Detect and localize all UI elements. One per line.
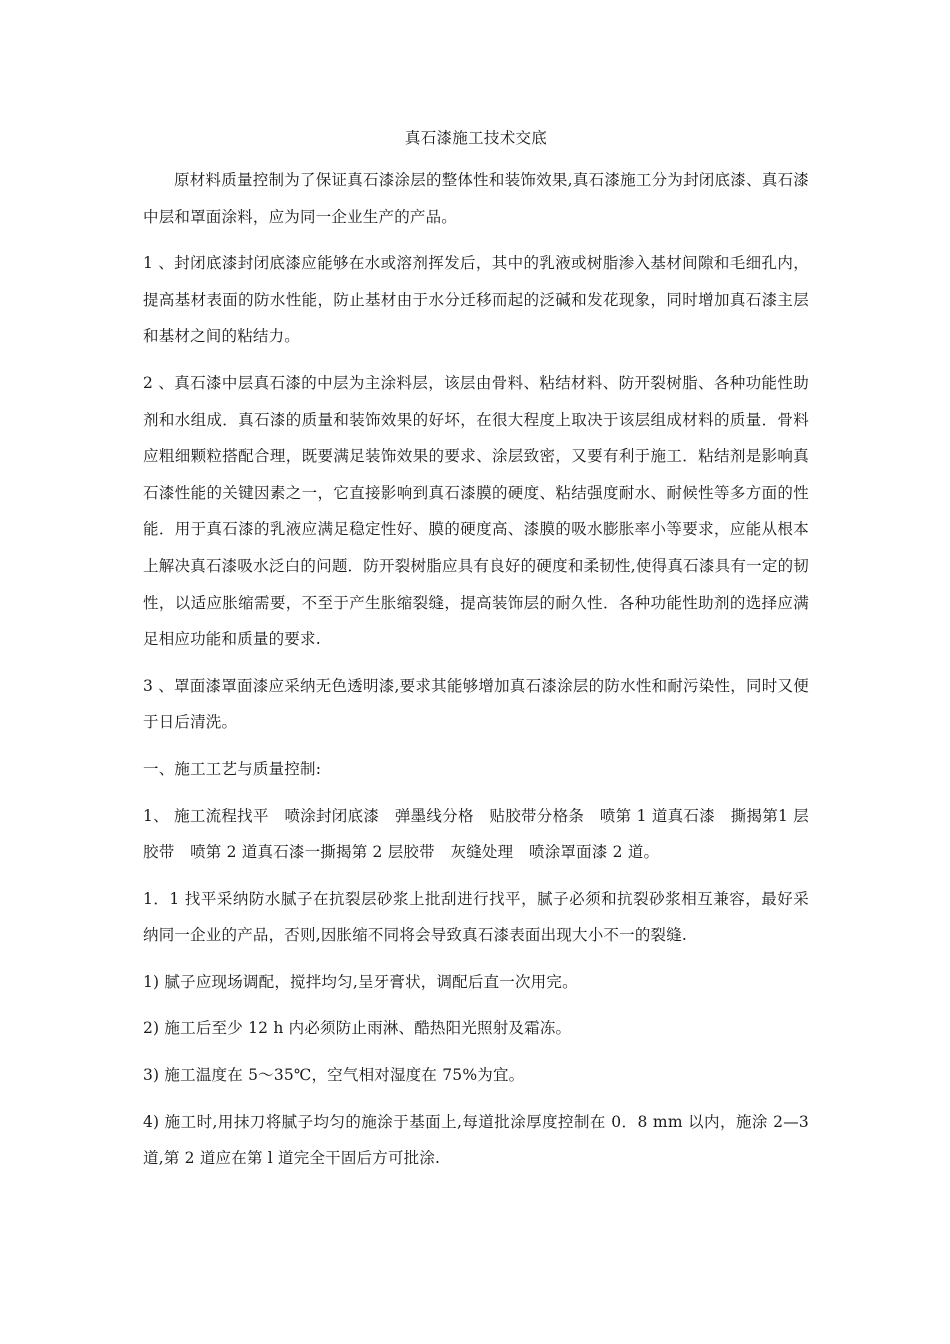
paragraph-process-flow: 1、 施工流程找平 喷涂封闭底漆 弹墨线分格 贴胶带分格条 喷第 1 道真石漆 撕揭第1 层胶带 喷第 2 道真石漆一撕揭第 2 层胶带 灰缝处理 喷涂罩面漆 2 道。 [143, 806, 809, 862]
list-item-3: 3) 施工温度在 5～35℃，空气相对湿度在 75%为宜。 [143, 1066, 525, 1085]
list-item-1: 1) 腻子应现场调配，搅拌均匀,呈牙膏状，调配后直一次用完。 [143, 972, 578, 991]
section-heading: 一、施工工艺与质量控制: [143, 759, 322, 778]
list-item-4: 4) 施工时,用抹刀将腻子均匀的施涂于基面上,每道批涂厚度控制在 0．8 mm 以内，施涂 2—3 道,第 2 道应在第 l 道完全干固后方可批涂. [143, 1112, 809, 1168]
paragraph-intro: 原材料质量控制为了保证真石漆涂层的整体性和装饰效果,真石漆施工分为封闭底漆、真石漆中层和罩面涂料，应为同一企业生产的产品。 [143, 171, 809, 226]
paragraph-leveling: 1．1 找平采纳防水腻子在抗裂层砂浆上批刮进行找平，腻子必须和抗裂砂浆相互兼容，最好采纳同一企业的产品，否则,因胀缩不同将会导致真石漆表面出现大小不一的裂缝. [143, 889, 809, 945]
list-item-2: 2) 施工后至少 12 h 内必须防止雨淋、酷热阳光照射及霜冻。 [143, 1019, 572, 1038]
document-title: 真石漆施工技术交底 [404, 129, 548, 147]
paragraph-sealing-primer: 1 、封闭底漆封闭底漆应能够在水或溶剂挥发后，其中的乳液或树脂渗入基材间隙和毛细孔内，提高基材表面的防水性能，防止基材由于水分迁移而起的泛碱和发花现象，同时增加真石漆主层和基材之间的粘结力。 [143, 254, 809, 346]
paragraph-top-coat: 3 、罩面漆罩面漆应采纳无色透明漆,要求其能够增加真石漆涂层的防水性和耐污染性，同时又便于日后清洗。 [143, 676, 809, 732]
document-body [143, 120, 809, 1187]
paragraph-middle-layer: 2 、真石漆中层真石漆的中层为主涂料层，该层由骨料、粘结材料、防开裂树脂、各种功能性助剂和水组成．真石漆的质量和装饰效果的好坏，在很大程度上取决于该层组成材料的质量．骨料应粗细颗粒搭配合理，既要满足装饰效果的要求、涂层致密，又要有利于施工．粘结剂是影响真石漆性能的关键因素之一，它直接影响到真石漆膜的硬度、粘结强度耐水、耐候性等多方面的性能．用于真石漆的乳液应满足稳定性好、膜的硬度高、漆膜的吸水膨胀率小等要求，应能从根本上解决真石漆吸水泛白的问题．防开裂树脂应具有良好的硬度和柔韧性,使得真石漆具有一定的韧性，以适应胀缩需要，不至于产生胀缩裂缝，提高装饰层的耐久性．各种功能性助剂的选择应满足相应功能和质量的要求. [143, 373, 809, 649]
